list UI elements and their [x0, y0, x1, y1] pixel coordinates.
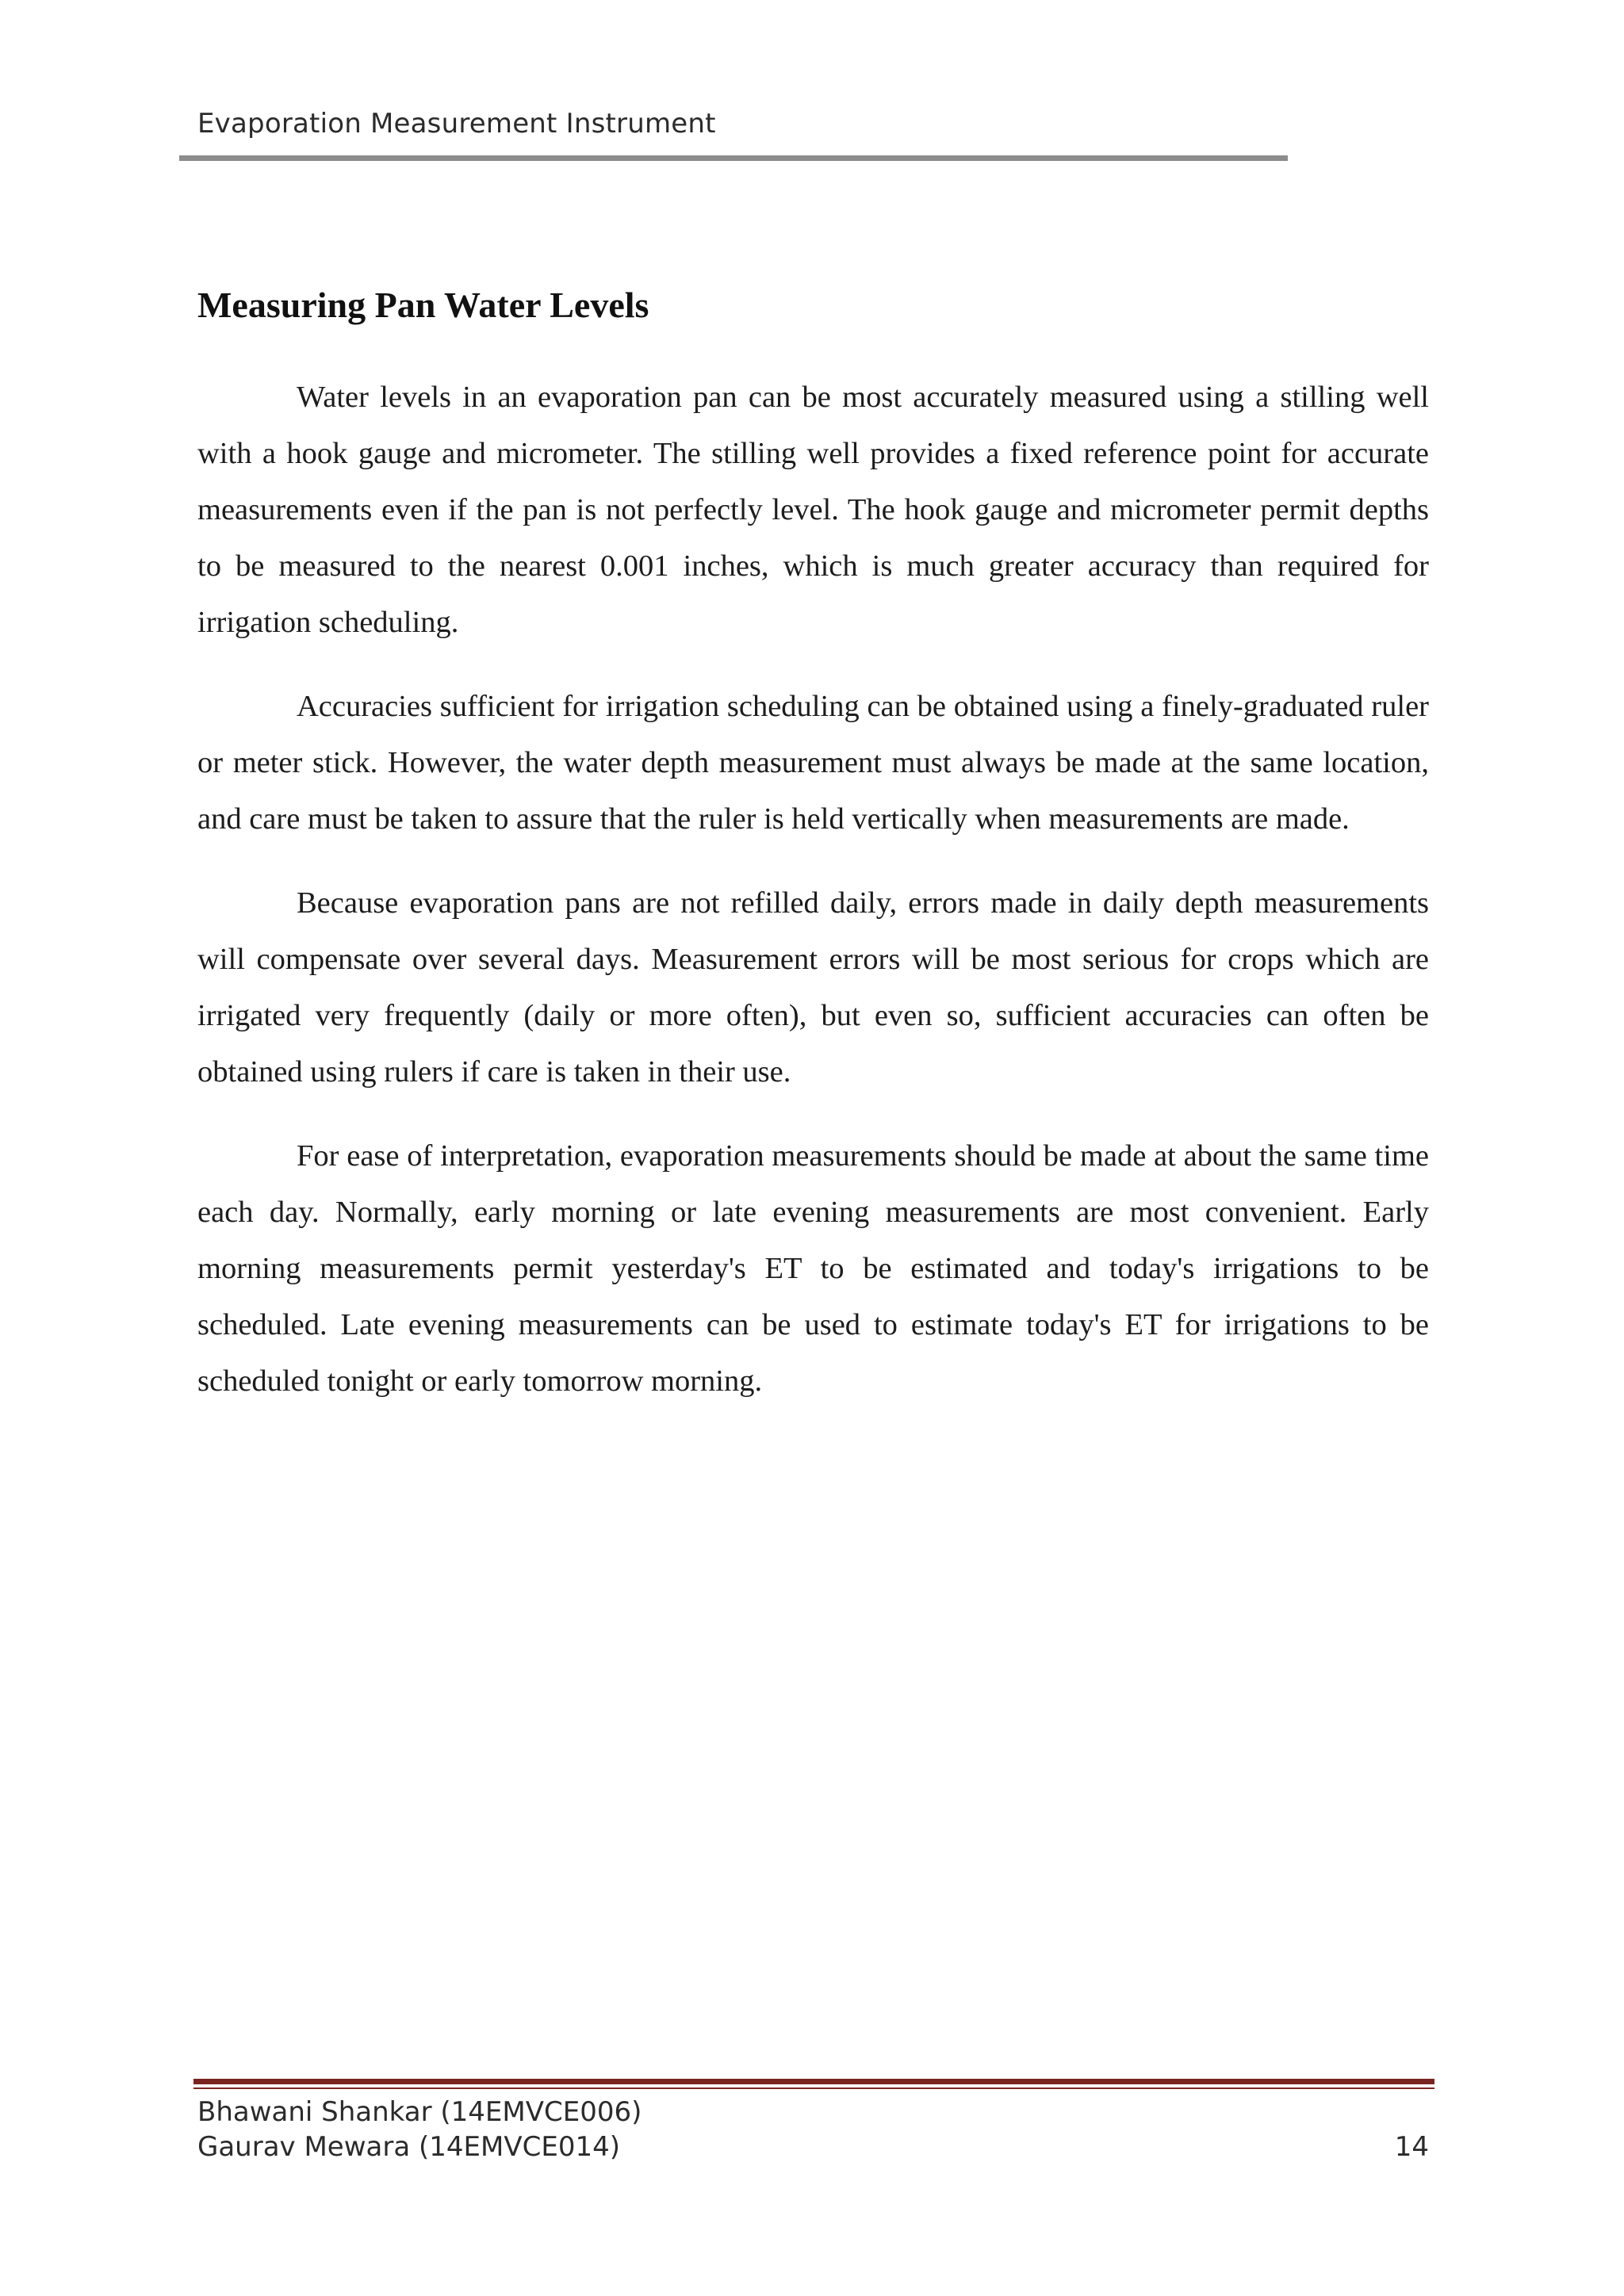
- header-rule: [179, 155, 1288, 161]
- footer-rule-secondary: [193, 2087, 1434, 2089]
- paragraph: Water levels in an evaporation pan can be most accurately measured using a stilling well with a hook gauge and micrometer. The stilling well provides a fixed reference point for accurate measurements even if the pan is not perfectly level. The hook gauge and micrometer permit depths to be measured to the nearest 0.001 inches, which is much greater accuracy than required for irrigation scheduling.: [197, 381, 1429, 639]
- author-name: Gaurav Mewara (14EMVCE014): [197, 2131, 620, 2163]
- page-number: 14: [1394, 2131, 1429, 2163]
- paragraph: For ease of interpretation, evaporation measurements should be made at about the same time each day. Normally, early morning or late evening measurements are most convenient. Early morning measurements permit yesterday's ET to be estimated and today's irrigations to be scheduled. Late evening measurements can be used to estimate today's ET for irrigations to be scheduled tonight or early tomorrow morning.: [197, 1139, 1429, 1398]
- paragraph: Accuracies sufficient for irrigation scheduling can be obtained using a finely-graduated ruler or meter stick. However, the water depth measurement must always be made at the same location, and care must be taken to assure that the ruler is held vertically when measurements are made.: [197, 690, 1429, 836]
- running-header: Evaporation Measurement Instrument: [197, 108, 716, 140]
- author-name: Bhawani Shankar (14EMVCE006): [197, 2096, 642, 2128]
- footer-rule: [193, 2079, 1434, 2084]
- paragraph: Because evaporation pans are not refilled daily, errors made in daily depth measurements will compensate over several days. Measurement errors will be most serious for crops which are irrigated very frequently (daily or more often), but even so, sufficient accuracies can often be obtained using rulers if care is taken in their use.: [197, 886, 1429, 1089]
- body-text: [197, 369, 1429, 1437]
- footer-authors: [197, 2095, 642, 2164]
- section-title: Measuring Pan Water Levels: [197, 285, 649, 325]
